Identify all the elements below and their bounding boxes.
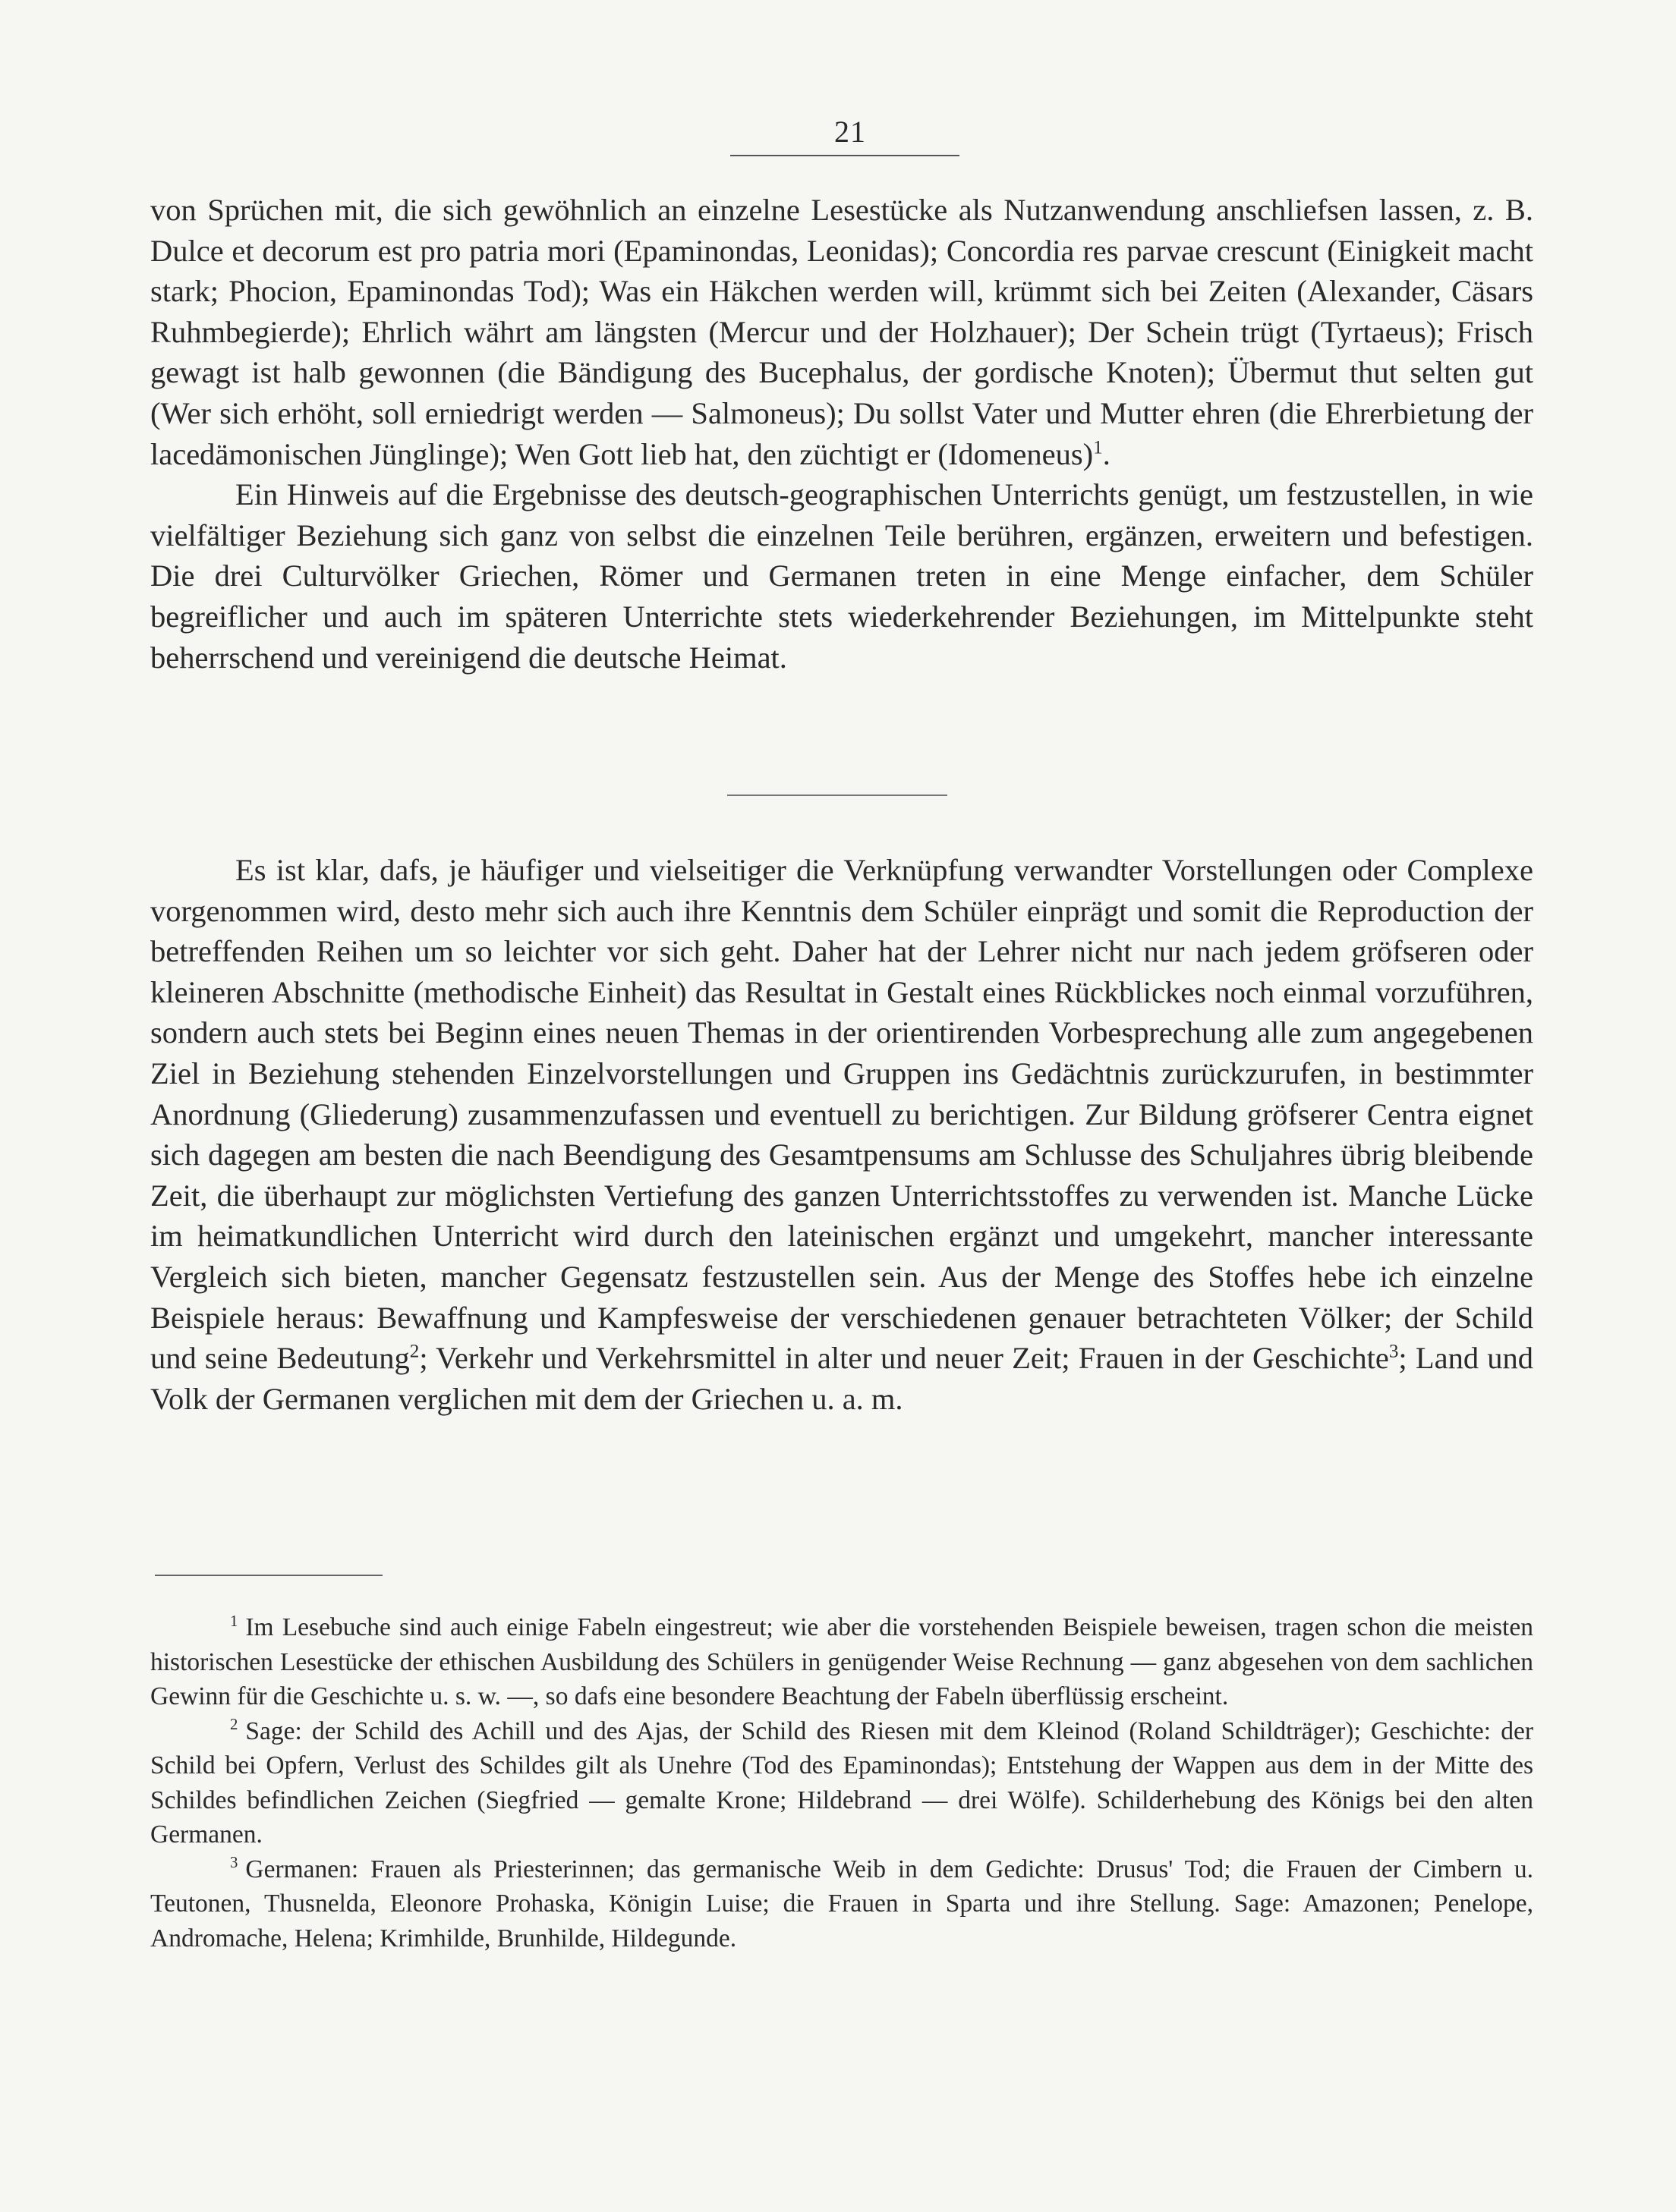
footnote-3: [150, 1852, 1533, 1956]
footnote-ref-3[interactable]: 3: [1388, 1341, 1399, 1362]
paragraph-geography: Ein Hinweis auf die Ergebnisse des deutsch-geographischen Unterrichts genügt, um festzustellen, in wie vielfältiger Beziehung sich ganz von selbst die einzelnen Teile berühren, ergänzen, erweitern und befestigen. Die drei Culturvölker Griechen, Römer und Germanen treten in eine Menge einfacher, dem Schüler begreiflicher und auch im späteren Unterrichte stets wiederkehrender Beziehungen, im Mittelpunkte steht beherrschend und vereinigend die deutsche Heimat.: [150, 477, 1533, 675]
footnote-mark-2: 2: [230, 1716, 238, 1734]
text-block-main: [150, 850, 1533, 1419]
text-block-top: [150, 190, 1533, 678]
footnote-text-3: Germanen: Frauen als Priesterinnen; das germanische Weib in dem Gedichte: Drusus' Tod; die Frauen der Cimbern u. Teutonen, Thusnelda, Eleonore Prohaska, Königin Luise; die Frauen in Sparta und ihre Stellung. Sage: Amazonen; Penelope, Andromache, Helena; Krimhilde, Brunhilde, Hildegunde.: [150, 1855, 1533, 1952]
paragraph-centra-part2: ; Verkehr und Verkehrsmittel in alter und neuer Zeit; Frauen in der Geschichte: [419, 1341, 1389, 1376]
paragraph-centra: [150, 850, 1533, 1419]
paragraph-proverbs: [150, 190, 1533, 474]
paragraph-centra-part3: ; Land und Volk der Germanen verglichen mit dem der Griechen u. a. m.: [150, 1341, 1533, 1416]
footnote-text-2: Sage: der Schild des Achill und des Ajas, der Schild des Riesen mit dem Kleinod (Roland Schildträger); Geschichte: der Schild bei Opfern, Verlust des Schildes gilt als Unehre (Tod des Epaminondas); Entstehung der Wappen aus dem in der Mitte des Schildes befindlichen Zeichen (Siegfried — gemalte Krone; Hildebrand — drei Wölfe). Schilderhebung des Königs bei den alten Germanen.: [150, 1716, 1533, 1849]
footnote-divider: [155, 1575, 383, 1576]
footnote-2: [150, 1714, 1533, 1852]
page-number: 21: [834, 115, 866, 149]
section-divider: [727, 794, 947, 796]
footnote-mark-3: 3: [230, 1854, 238, 1872]
paragraph-centra-part1: Es ist klar, dafs, je häufiger und vielseitiger die Verknüpfung verwandter Vorstellungen oder Complexe vorgenommen wird, desto mehr sich auch ihre Kenntnis dem Schüler einprägt und somit die Reproduction der betreffenden Reihen um so leichter vor sich geht. Daher hat der Lehrer nicht nur nach jedem gröfseren oder kleineren Abschnitte (methodische Einheit) das Resultat in Gestalt eines Rückblickes noch einmal vorzuführen, sondern auch stets bei Beginn eines neuen Themas in der orientirenden Vorbesprechung alle zum angegebenen Ziel in Beziehung stehenden Einzelvorstellungen und Gruppen ins Gedächtnis zurückzurufen, in bestimmter Anordnung (Gliederung) zusammenzufassen und eventuell zu berichtigen. Zur Bildung gröfserer Centra eignet sich dagegen am besten die nach Beendigung des Gesamtpensums am Schlusse des Schuljahres übrig bleibende Zeit, die überhaupt zur möglichsten Vertiefung des ganzen Unterrichtsstoffes zu verwenden ist. Manche Lücke im heimatkundlichen Unterricht wird durch den lateinischen ergänzt und umgekehrt, mancher interessante Vergleich sich bieten, mancher Gegensatz festzustellen sein. Aus der Menge des Stoffes hebe ich einzelne Beispiele heraus: Bewaffnung und Kampfesweise der verschiedenen genauer betrachteten Völker; der Schild und seine Bedeutung: [150, 853, 1533, 1376]
footnote-1: [150, 1610, 1533, 1714]
page-number-rule: [730, 155, 959, 156]
footnote-text-1: Im Lesebuche sind auch einige Fabeln eingestreut; wie aber die vorstehenden Beispiele beweisen, tragen schon die meisten historischen Lesestücke der ethischen Ausbildung des Schülers in genügender Weise Rechnung — ganz abgesehen von dem sachlichen Gewinn für die Geschichte u. s. w. —, so dafs eine besondere Beachtung der Fabeln überflüssig erscheint.: [150, 1613, 1533, 1710]
paragraph-proverbs-end: .: [1102, 436, 1111, 471]
footnote-ref-1[interactable]: 1: [1093, 437, 1103, 458]
footnotes: [150, 1610, 1533, 1956]
footnote-ref-2[interactable]: 2: [409, 1341, 420, 1362]
footnote-mark-1: 1: [230, 1612, 238, 1630]
paragraph-proverbs-text: von Sprüchen mit, die sich gewöhnlich an einzelne Lesestücke als Nutzanwendung anschliefsen lassen, z. B. Dulce et decorum est pro patria mori (Epaminondas, Leonidas); Concordia res parvae crescunt (Einigkeit macht stark; Phocion, Epaminondas Tod); Was ein Häkchen werden will, krümmt sich bei Zeiten (Alexander, Cäsars Ruhmbegierde); Ehrlich währt am längsten (Mercur und der Holzhauer); Der Schein trügt (Tyrtaeus); Frisch gewagt ist halb gewonnen (die Bändigung des Bucephalus, der gordische Knoten); Übermut thut selten gut (Wer sich erhöht, soll erniedrigt werden — Salmoneus); Du sollst Vater und Mutter ehren (die Ehrerbietung der lacedämonischen Jünglinge); Wen Gott lieb hat, den züchtigt er (Idomeneus): [150, 193, 1533, 471]
